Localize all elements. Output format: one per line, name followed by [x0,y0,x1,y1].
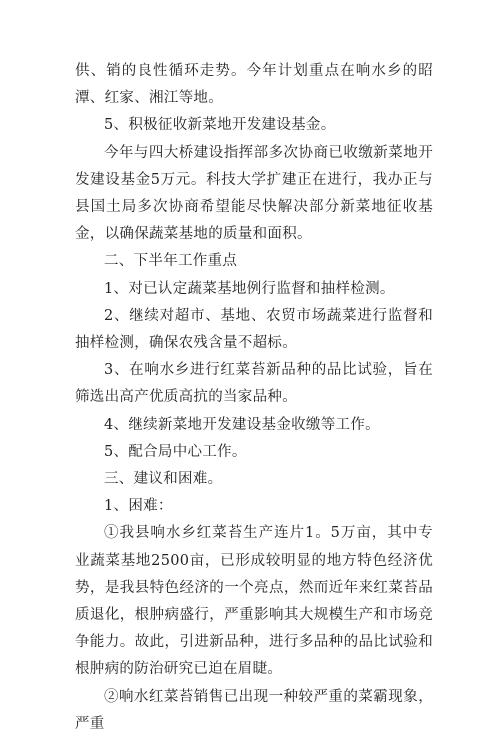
paragraph-item-5-heading: 5、积极征收新菜地开发建设基金。 [104,117,336,134]
paragraph-priority-5: 5、配合局中心工作。 [104,443,247,460]
section-heading-suggestions-difficulties: 三、建议和困难。 [104,471,223,488]
paragraph-priority-4: 4、继续新菜地开发建设基金收缴等工作。 [104,416,380,433]
paragraph-continuation: 供、销的良性循环走势。今年计划重点在响水乡的昭潭、红家、湘江等地。 [75,63,433,107]
paragraph-priority-2: 2、继续对超市、基地、农贸市场蔬菜进行监督和抽样检测，确保农残含量不超标。 [75,307,433,352]
paragraph-fund-collection: 今年与四大桥建设指挥部多次协商已收缴新菜地开发建设基金5万元。科技大学扩建正在进行，我办正与县国土局多次协商希望能尽快解决部分新菜地征收基金，以确保蔬菜基地的质量和面积。 [75,144,433,243]
paragraph-priority-1: 1、对已认定蔬菜基地例行监督和抽样检测。 [104,280,395,297]
paragraph-difficulty-2: ②响水红菜苔销售已出现一种较严重的菜霸现象，严重 [75,688,433,732]
paragraph-difficulty-heading: 1、困难： [104,498,173,515]
document-body [75,58,433,738]
paragraph-difficulty-1: ①我县响水乡红菜苔生产连片1。5万亩，其中专业蔬菜基地2500亩，已形成较明显的地方特色经济优势，是我县特色经济的一个亮点，然而近年来红菜苔品质退化，根肿病盛行，严重影响其大规模生产和市场竞争能力。故此，引进新品种，进行多品种的品比试验和根肿病的防治研究已迫在眉睫。 [75,525,433,678]
paragraph-priority-3: 3、在响水乡进行红菜苔新品种的品比试验，旨在筛选出高产优质高抗的当家品种。 [75,362,433,406]
section-heading-second-half-priorities: 二、下半年工作重点 [104,253,238,270]
